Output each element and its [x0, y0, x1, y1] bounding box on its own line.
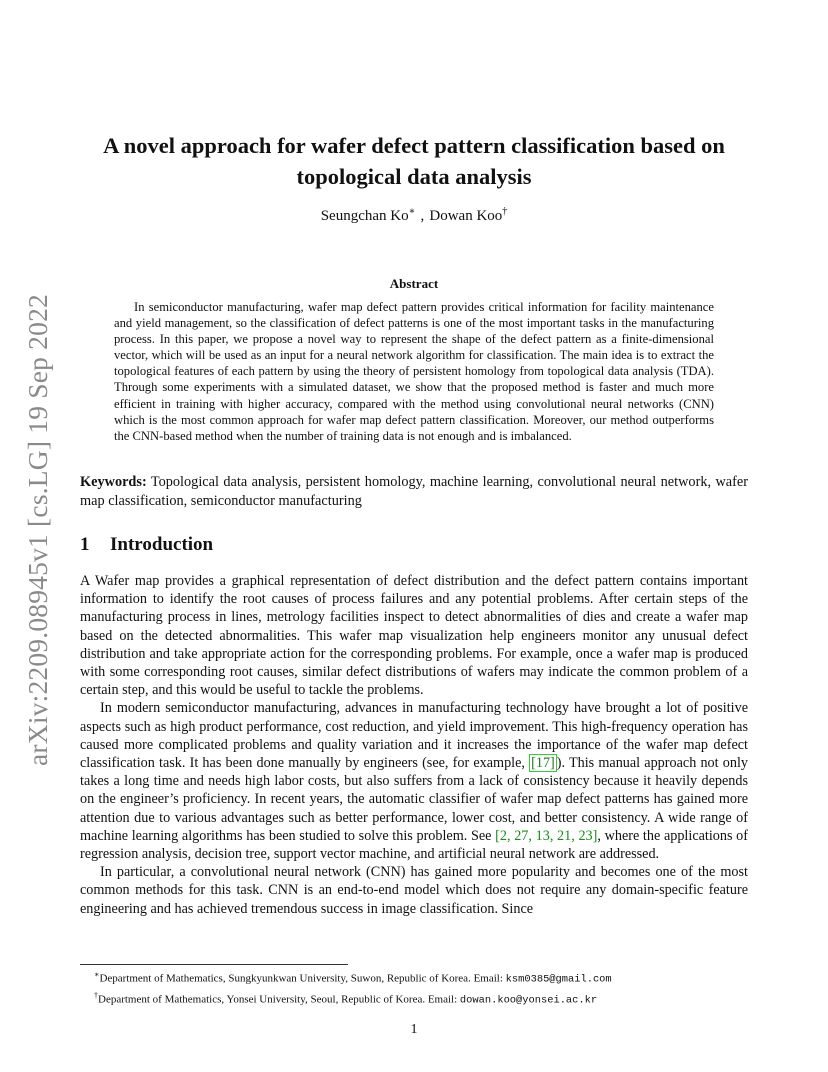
footnotes — [80, 967, 748, 1008]
footnote-email[interactable]: dowan.koo@yonsei.ac.kr — [459, 994, 598, 1007]
footnote — [80, 967, 748, 988]
paragraph-text: ). This manual approach not only takes a long time and needs high labor costs, but also suffers from a lack of consistency because it heavily depends on the engineer’s proficiency. In recent years, the automatic classifier of wafer map defect patterns has gained more attention due to various advantages such as better performance, lower cost, and better consistency. A wide range of machine learning algorithms has been studied to solve this problem. See — [80, 755, 748, 844]
footnote-mark: ∗ — [94, 970, 100, 979]
arxiv-identifier-text: arXiv:2209.08945v1 [cs.LG] 19 Sep 2022 — [22, 294, 53, 766]
author-list: Seungchan Ko∗ , Dowan Koo† — [320, 206, 508, 224]
introduction-body — [80, 572, 748, 918]
author-name: Dowan Koo — [429, 208, 503, 224]
keywords — [80, 473, 748, 511]
footnote-divider — [80, 964, 348, 965]
footnote-text: Department of Mathematics, Yonsei University, Seoul, Republic of Korea. Email: — [98, 993, 460, 1006]
keywords-label: Keywords: — [80, 474, 147, 490]
section-heading — [80, 534, 748, 556]
footnote-mark: † — [94, 990, 98, 1000]
page-number: 1 — [410, 1022, 418, 1037]
author-footnote-mark: † — [502, 206, 508, 217]
paragraph-text: In modern semiconductor manufacturing, advances in manufacturing technology have brought a lot of positive aspects such as high product performance, cost reduction, and yield improvement. This high-frequency operation has caused more complicated problems and quality variation and it increases the importance of the wafer map defect classification task. It has been done manually by engineers (see, for example, — [80, 700, 748, 772]
paragraph: In particular, a convolutional neural network (CNN) has gained more popularity and becomes one of the most common methods for this task. CNN is an end-to-end model which does not require any domain-specific feature engineering and has achieved tremendous success in image classification. Since — [80, 864, 748, 917]
section-title: Introduction — [110, 534, 214, 555]
citation-link-group[interactable]: [2, 27, 13, 21, 23] — [495, 827, 598, 844]
abstract-body: In semiconductor manufacturing, wafer map defect pattern provides critical information for facility maintenance and yield management, so the classification of defect patterns is one of the most important tasks in the manufacturing process. In this paper, we propose a novel way to represent the shape of the defect pattern as a finite-dimensional vector, which will be used as an input for a neural network algorithm for classification. The main idea is to extract the topological features of each pattern by using the theory of persistent homology from topological data analysis (TDA). Through some experiments with a simulated dataset, we show that the proposed method is faster and much more efficient in training with higher accuracy, compared with the method using convolutional neural networks (CNN) which is the most common approach for wafer map defect pattern classification. Moreover, our method outperforms the CNN-based method when the number of training data is not enough and is imbalanced. — [114, 300, 714, 443]
footnote-email[interactable]: ksm0385@gmail.com — [505, 973, 612, 986]
paragraph: A Wafer map provides a graphical representation of defect distribution and the defect pattern contains important information to identify the root causes of process failures and any potential problems. After certain steps of the manufacturing process in lines, metrology facilities inspect to detect abnormalities of dies and create a wafer map based on the detected abnormalities. This wafer map visualization help engineers monitor any unusual defect distribution and take appropriate action for the corresponding problems. For example, once a wafer map is produced with some corresponding root causes, similar defect distributions of wafers may indicate the common problem of a certain step, and this would be useful to tackle the problems. — [80, 573, 748, 699]
arxiv-identifier-stamp — [20, 290, 56, 770]
section-number: 1 — [80, 534, 90, 555]
author-name: Seungchan Ko — [320, 208, 409, 224]
keywords-text: Topological data analysis, persistent homology, machine learning, convolutional neural network, wafer map classification, semiconductor manufacturing — [80, 474, 748, 509]
paragraph — [80, 699, 748, 863]
footnote — [80, 988, 748, 1009]
author-footnote-mark: ∗ — [408, 206, 416, 217]
citation-link[interactable]: [17] — [531, 755, 555, 772]
footnote-text: Department of Mathematics, Sungkyunkwan University, Suwon, Republic of Korea. Email: — [99, 972, 506, 985]
paragraph-text: , where the applications of regression analysis, decision tree, support vector machine, and artificial neural network are addressed. — [80, 827, 748, 863]
paper-title: A novel approach for wafer defect pattern classification based on topological data analysis — [103, 133, 725, 189]
abstract-heading: Abstract — [389, 276, 439, 291]
